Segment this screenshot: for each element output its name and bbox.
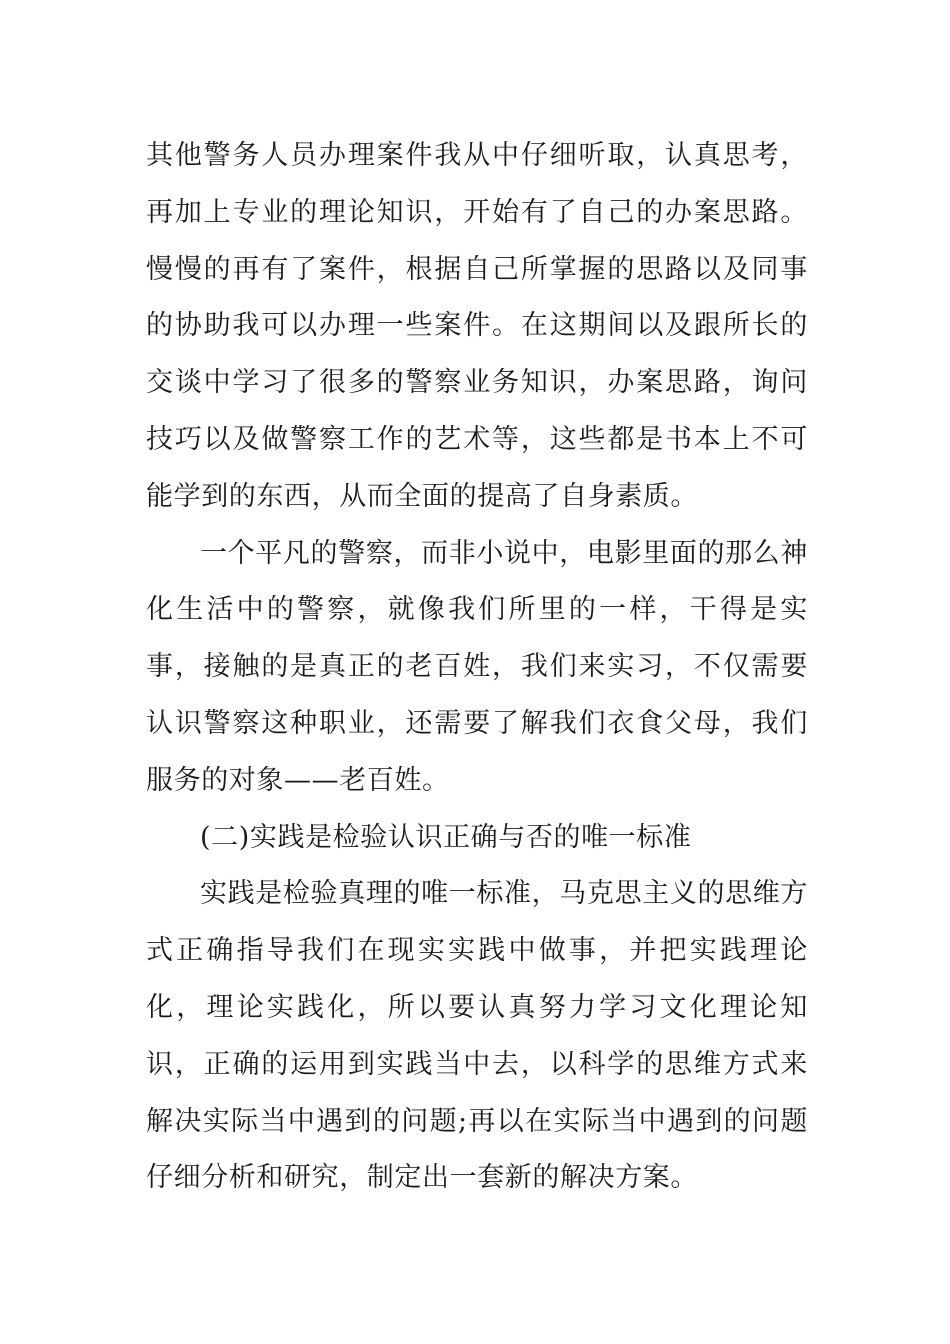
paragraph-police-life: 一个平凡的警察，而非小说中，电影里面的那么神化生活中的警察，就像我们所里的一样，干得是实事，接触的是真正的老百姓，我们来实习，不仅需要认识警察这种职业，还需要了解我们衣食父母，我们服务的对象——老百姓。 (146, 537, 808, 796)
section-heading: (二)实践是检验认识正确与否的唯一标准 (200, 821, 692, 853)
body-text (146, 128, 808, 1207)
paragraph-practice: 实践是检验真理的唯一标准，马克思主义的思维方式正确指导我们在现实实践中做事，并把实践理论化，理论实践化，所以要认真努力学习文化理论知识，正确的运用到实践当中去，以科学的思维方式来解决实际当中遇到的问题;再以在实际当中遇到的问题仔细分析和研究，制定出一套新的解决方案。 (146, 878, 808, 1194)
paragraph-continuation: 其他警务人员办理案件我从中仔细听取，认真思考，再加上专业的理论知识，开始有了自己的办案思路。慢慢的再有了案件，根据自己所掌握的思路以及同事的协助我可以办理一些案件。在这期间以及跟所长的交谈中学习了很多的警察业务知识，办案思路，询问技巧以及做警察工作的艺术等，这些都是书本上不可能学到的东西，从而全面的提高了自身素质。 (146, 140, 808, 512)
